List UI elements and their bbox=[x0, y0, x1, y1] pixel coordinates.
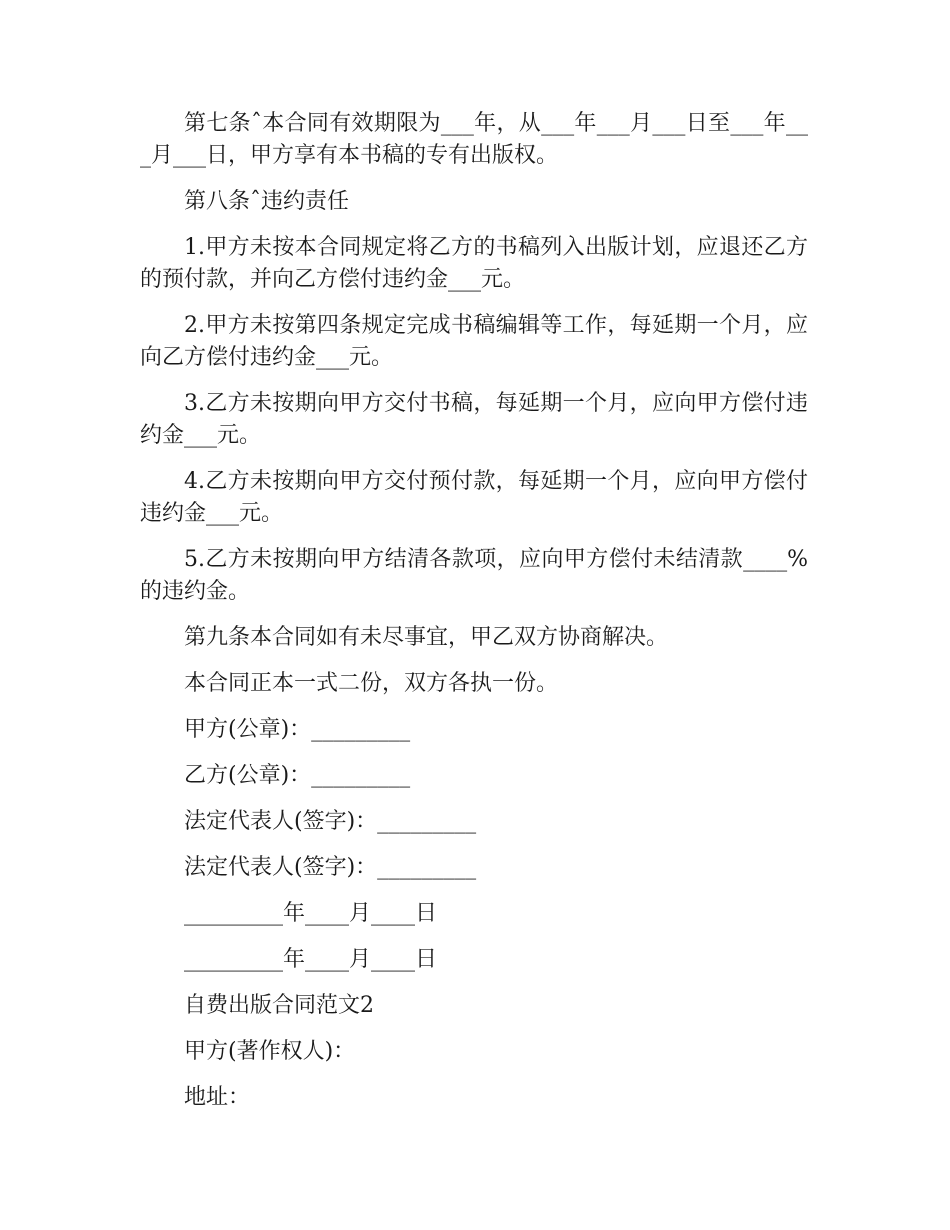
clause-8-item-5: 5.乙方未按期向甲方结清各款项，应向甲方偿付未结清款____%的违约金。 bbox=[140, 547, 808, 604]
clause-8-item-4: 4.乙方未按期向甲方交付预付款，每延期一个月，应向甲方偿付违约金___元。 bbox=[140, 469, 808, 526]
party-a-seal-line: 甲方(公章)：_________ bbox=[184, 717, 411, 742]
document-page bbox=[140, 108, 808, 1128]
legal-rep-signature-line-a: 法定代表人(签字)：_________ bbox=[184, 809, 477, 834]
clause-8-item-1: 1.甲方未按本合同规定将乙方的书稿列入出版计划，应退还乙方的预付款，并向乙方偿付违约金___元。 bbox=[140, 235, 808, 292]
party-b-seal-line: 乙方(公章)：_________ bbox=[184, 763, 411, 788]
date-line-b: _________年____月____日 bbox=[184, 947, 438, 972]
date-line-a: _________年____月____日 bbox=[184, 901, 438, 926]
copies-note: 本合同正本一式二份，双方各执一份。 bbox=[184, 671, 559, 696]
clause-8-heading: 第八条ˆ违约责任 bbox=[184, 189, 350, 214]
section-title-sample-2: 自费出版合同范文2 bbox=[184, 993, 374, 1018]
clause-8-item-2: 2.甲方未按第四条规定完成书稿编辑等工作，每延期一个月，应向乙方偿付违约金___元。 bbox=[140, 313, 808, 370]
clause-8-item-3: 3.乙方未按期向甲方交付书稿，每延期一个月，应向甲方偿付违约金___元。 bbox=[140, 391, 808, 448]
address-label: 地址： bbox=[184, 1085, 251, 1110]
clause-7-term: 第七条ˆ本合同有效期限为___年，从___年___月___日至___年___月___日，甲方享有本书稿的专有出版权。 bbox=[140, 111, 808, 168]
clause-9: 第九条本合同如有未尽事宜，甲乙双方协商解决。 bbox=[184, 625, 669, 650]
legal-rep-signature-line-b: 法定代表人(签字)：_________ bbox=[184, 855, 477, 880]
party-a-author-label: 甲方(著作权人)： bbox=[184, 1039, 356, 1064]
